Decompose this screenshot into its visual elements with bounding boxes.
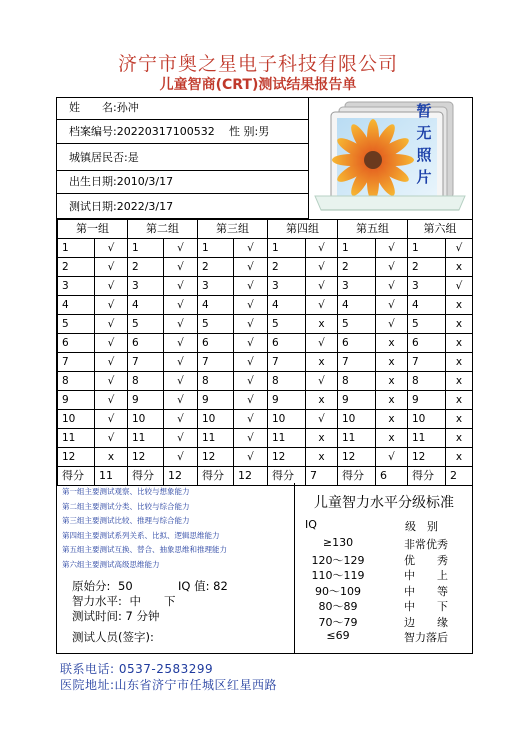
answer-mark: √ xyxy=(164,353,198,372)
item-number: 2 xyxy=(128,258,164,277)
hospital-address xyxy=(60,676,277,693)
item-number: 12 xyxy=(58,448,95,467)
answer-mark: √ xyxy=(376,315,408,334)
answer-mark: x xyxy=(376,334,408,353)
tester-signature xyxy=(72,629,154,645)
answer-mark: x xyxy=(95,448,128,467)
level-value: 中 下 xyxy=(129,594,176,608)
group-score: 7 xyxy=(306,467,338,486)
item-number: 7 xyxy=(128,353,164,372)
answer-mark: x xyxy=(446,372,473,391)
score-label: 得分 xyxy=(198,467,234,486)
group-description: 第四组主要测试系列关系、比拟、逻辑思维能力 xyxy=(62,530,220,540)
answer-mark: x xyxy=(376,372,408,391)
answer-mark: √ xyxy=(376,277,408,296)
item-number: 10 xyxy=(198,410,234,429)
time-value: 7 分钟 xyxy=(125,609,160,623)
answer-mark: x xyxy=(376,410,408,429)
answer-mark: √ xyxy=(306,296,338,315)
standard-range: 80～89 xyxy=(318,600,358,613)
answer-mark: √ xyxy=(234,372,268,391)
table-row xyxy=(58,334,473,353)
item-number: 8 xyxy=(408,372,446,391)
urban-value: 是 xyxy=(127,151,139,164)
table-row xyxy=(58,391,473,410)
item-number: 12 xyxy=(408,448,446,467)
item-number: 6 xyxy=(268,334,306,353)
answer-mark: x xyxy=(446,315,473,334)
gender-value: 男 xyxy=(258,125,270,138)
standard-range: 120～129 xyxy=(311,553,365,567)
answer-mark: √ xyxy=(376,296,408,315)
test-date-row xyxy=(57,195,308,219)
item-number: 7 xyxy=(408,353,446,372)
answer-mark: √ xyxy=(446,239,473,258)
standard-range: 70～79 xyxy=(318,615,358,629)
answer-mark: x xyxy=(376,429,408,448)
table-row xyxy=(58,372,473,391)
raw-value: 50 xyxy=(118,579,133,593)
answer-mark: √ xyxy=(95,334,128,353)
item-number: 10 xyxy=(408,410,446,429)
answer-mark: x xyxy=(446,410,473,429)
table-row xyxy=(58,353,473,372)
answer-mark: √ xyxy=(306,258,338,277)
answer-mark: √ xyxy=(95,296,128,315)
table-header-row xyxy=(58,220,473,239)
table-row xyxy=(58,258,473,277)
iq-field xyxy=(178,578,228,594)
group-header: 第四组 xyxy=(268,220,338,239)
group-description: 第五组主要测试互换、替合、抽象思维和推理能力 xyxy=(62,545,227,555)
answer-mark: √ xyxy=(95,372,128,391)
report-title: 儿童智商(CRT)测试结果报告单 xyxy=(159,77,357,93)
level-label: 智力水平: xyxy=(72,594,122,608)
standard-level: 优 秀 xyxy=(404,553,448,567)
phone-label: 联系电话: xyxy=(60,662,115,676)
answer-mark: x xyxy=(446,296,473,315)
group-header: 第二组 xyxy=(128,220,198,239)
answer-mark: √ xyxy=(164,448,198,467)
birth-value: 2010/3/17 xyxy=(116,175,174,188)
answer-mark: x xyxy=(376,353,408,372)
test-date-label: 测试日期: xyxy=(69,200,117,213)
answer-mark: √ xyxy=(234,239,268,258)
score-label: 得分 xyxy=(58,467,95,486)
contact-phone xyxy=(60,660,213,677)
answer-mark: √ xyxy=(306,410,338,429)
answer-mark: √ xyxy=(376,448,408,467)
standard-iq-head: IQ xyxy=(305,518,317,531)
answer-mark: x xyxy=(306,315,338,334)
group-score: 11 xyxy=(95,467,128,486)
answer-mark: √ xyxy=(234,410,268,429)
item-number: 8 xyxy=(128,372,164,391)
address-value: 山东省济宁市任城区红星西路 xyxy=(114,678,278,692)
score-label: 得分 xyxy=(408,467,446,486)
answer-mark: √ xyxy=(376,258,408,277)
table-row xyxy=(58,239,473,258)
birth-row xyxy=(57,171,308,194)
test-time xyxy=(72,608,160,624)
standard-range: ≤69 xyxy=(326,629,350,642)
answer-mark: √ xyxy=(164,296,198,315)
group-description: 第六组主要测试高级思维能力 xyxy=(62,560,160,569)
score-label: 得分 xyxy=(268,467,306,486)
standard-level-head: 级 别 xyxy=(405,520,438,533)
answer-mark: √ xyxy=(164,258,198,277)
item-number: 2 xyxy=(58,258,95,277)
answer-mark: √ xyxy=(95,391,128,410)
group-description: 第三组主要测试比较、推理与综合能力 xyxy=(62,516,190,526)
item-number: 4 xyxy=(198,296,234,315)
item-number: 8 xyxy=(338,372,376,391)
gender-field xyxy=(229,121,269,143)
answer-mark: √ xyxy=(95,315,128,334)
answer-mark: x xyxy=(446,258,473,277)
answer-mark: √ xyxy=(446,277,473,296)
answer-mark: √ xyxy=(95,429,128,448)
answer-mark: √ xyxy=(234,334,268,353)
answer-mark: √ xyxy=(164,277,198,296)
item-number: 11 xyxy=(58,429,95,448)
answer-mark: x xyxy=(446,334,473,353)
standard-level: 中 下 xyxy=(404,600,448,613)
item-number: 7 xyxy=(198,353,234,372)
item-number: 7 xyxy=(58,353,95,372)
item-number: 2 xyxy=(268,258,306,277)
group-header: 第一组 xyxy=(58,220,128,239)
group-description: 第一组主要测试观察、比较与想象能力 xyxy=(62,487,190,496)
answer-mark: x xyxy=(446,448,473,467)
file-no-value: 20220317100532 xyxy=(116,125,215,138)
item-number: 9 xyxy=(58,391,95,410)
answer-mark: √ xyxy=(234,315,268,334)
answer-mark: x xyxy=(306,448,338,467)
address-label: 医院地址: xyxy=(60,678,115,692)
answer-mark: x xyxy=(376,391,408,410)
item-number: 11 xyxy=(338,429,376,448)
item-number: 7 xyxy=(268,353,306,372)
item-number: 11 xyxy=(128,429,164,448)
birth-label: 出生日期: xyxy=(69,175,117,188)
answer-mark: √ xyxy=(95,353,128,372)
item-number: 3 xyxy=(58,277,95,296)
answer-mark: x xyxy=(446,353,473,372)
item-number: 6 xyxy=(198,334,234,353)
photo-char-2: 无 xyxy=(416,124,432,142)
answer-mark: √ xyxy=(95,258,128,277)
hospital-name: 济宁市奥之星电子科技有限公司 xyxy=(117,53,398,75)
urban-label: 城镇居民否: xyxy=(69,151,128,164)
time-label: 测试时间: xyxy=(72,609,122,623)
standard-level: 中 上 xyxy=(404,569,448,582)
table-row xyxy=(58,315,473,334)
standard-level: 边 缘 xyxy=(404,615,448,629)
item-number: 9 xyxy=(198,391,234,410)
item-number: 1 xyxy=(128,239,164,258)
answer-mark: x xyxy=(306,429,338,448)
item-number: 9 xyxy=(128,391,164,410)
tester-label: 测试人员(签字): xyxy=(72,630,154,644)
iq-label: IQ 值: xyxy=(178,579,210,593)
gender-label: 性 别: xyxy=(229,125,259,138)
standard-level: 非常优秀 xyxy=(404,538,448,551)
answer-mark: √ xyxy=(95,239,128,258)
item-number: 12 xyxy=(268,448,306,467)
item-number: 5 xyxy=(338,315,376,334)
item-number: 2 xyxy=(408,258,446,277)
item-number: 9 xyxy=(408,391,446,410)
table-row xyxy=(58,410,473,429)
standard-level: 中 等 xyxy=(404,584,448,598)
answer-mark: x xyxy=(446,429,473,448)
phone-value: 0537-2583299 xyxy=(118,662,214,676)
item-number: 11 xyxy=(268,429,306,448)
item-number: 5 xyxy=(58,315,95,334)
answer-mark: √ xyxy=(234,277,268,296)
item-number: 9 xyxy=(338,391,376,410)
answer-mark: √ xyxy=(164,239,198,258)
item-number: 3 xyxy=(268,277,306,296)
group-description: 第二组主要测试分类、比较与综合能力 xyxy=(62,501,190,511)
item-number: 6 xyxy=(58,334,95,353)
answer-mark: √ xyxy=(234,296,268,315)
standard-range: 110～119 xyxy=(311,569,365,582)
answer-mark: √ xyxy=(164,334,198,353)
item-number: 8 xyxy=(198,372,234,391)
item-number: 5 xyxy=(408,315,446,334)
name-row xyxy=(57,97,308,120)
photo-char-3: 照 xyxy=(416,146,432,164)
item-number: 1 xyxy=(338,239,376,258)
raw-label: 原始分: xyxy=(72,579,111,593)
item-number: 8 xyxy=(58,372,95,391)
item-number: 10 xyxy=(128,410,164,429)
answer-mark: √ xyxy=(234,258,268,277)
group-header: 第三组 xyxy=(198,220,268,239)
item-number: 2 xyxy=(198,258,234,277)
item-number: 3 xyxy=(338,277,376,296)
item-number: 6 xyxy=(338,334,376,353)
photo-placeholder xyxy=(309,98,472,218)
score-label: 得分 xyxy=(128,467,164,486)
item-number: 10 xyxy=(58,410,95,429)
item-number: 10 xyxy=(268,410,306,429)
item-number: 1 xyxy=(268,239,306,258)
item-number: 4 xyxy=(268,296,306,315)
test-date-value: 2022/3/17 xyxy=(116,200,174,213)
answer-mark: x xyxy=(306,391,338,410)
group-score: 12 xyxy=(164,467,198,486)
table-row xyxy=(58,277,473,296)
answer-mark: √ xyxy=(164,315,198,334)
item-number: 4 xyxy=(408,296,446,315)
answer-mark: √ xyxy=(306,277,338,296)
item-number: 4 xyxy=(58,296,95,315)
item-number: 6 xyxy=(408,334,446,353)
item-number: 3 xyxy=(198,277,234,296)
standard-title: 儿童智力水平分级标准 xyxy=(314,495,454,511)
answer-mark: √ xyxy=(164,410,198,429)
item-number: 12 xyxy=(198,448,234,467)
item-number: 1 xyxy=(58,239,95,258)
item-number: 12 xyxy=(128,448,164,467)
item-number: 11 xyxy=(198,429,234,448)
group-score: 12 xyxy=(234,467,268,486)
urban-row xyxy=(57,145,308,171)
raw-score xyxy=(72,578,228,594)
item-number: 6 xyxy=(128,334,164,353)
answer-mark: √ xyxy=(234,448,268,467)
score-row xyxy=(58,467,473,486)
answer-mark: √ xyxy=(376,239,408,258)
group-score: 6 xyxy=(376,467,408,486)
table-row xyxy=(58,429,473,448)
item-number: 5 xyxy=(268,315,306,334)
table-row xyxy=(58,448,473,467)
answer-mark: √ xyxy=(95,410,128,429)
answer-mark: x xyxy=(446,391,473,410)
item-number: 5 xyxy=(198,315,234,334)
item-number: 11 xyxy=(408,429,446,448)
item-number: 10 xyxy=(338,410,376,429)
answer-mark: √ xyxy=(306,334,338,353)
score-label: 得分 xyxy=(338,467,376,486)
name-label: 姓 名: xyxy=(69,101,117,114)
answer-mark: √ xyxy=(164,391,198,410)
answer-mark: √ xyxy=(306,239,338,258)
answer-mark: √ xyxy=(164,429,198,448)
item-number: 5 xyxy=(128,315,164,334)
results-table xyxy=(57,219,473,486)
answer-mark: √ xyxy=(234,429,268,448)
item-number: 4 xyxy=(128,296,164,315)
answer-mark: √ xyxy=(306,372,338,391)
patient-name: 孙冲 xyxy=(116,101,139,114)
answer-mark: √ xyxy=(164,372,198,391)
group-header: 第五组 xyxy=(338,220,408,239)
group-score: 2 xyxy=(446,467,473,486)
item-number: 1 xyxy=(198,239,234,258)
table-row xyxy=(58,296,473,315)
file-no-label: 档案编号: xyxy=(69,125,117,138)
photo-char-4: 片 xyxy=(416,168,432,186)
item-number: 9 xyxy=(268,391,306,410)
answer-mark: √ xyxy=(95,277,128,296)
iq-value: 82 xyxy=(213,579,228,593)
answer-mark: √ xyxy=(234,353,268,372)
item-number: 8 xyxy=(268,372,306,391)
answer-mark: x xyxy=(306,353,338,372)
standard-range: 90～109 xyxy=(315,584,361,598)
group-header: 第六组 xyxy=(408,220,473,239)
item-number: 2 xyxy=(338,258,376,277)
item-number: 7 xyxy=(338,353,376,372)
photo-frame-icon xyxy=(309,98,472,218)
item-number: 3 xyxy=(128,277,164,296)
answer-mark: √ xyxy=(234,391,268,410)
iq-level xyxy=(72,593,176,609)
photo-char-1: 暂 xyxy=(416,102,432,120)
item-number: 4 xyxy=(338,296,376,315)
standard-range: ≥130 xyxy=(322,536,354,549)
item-number: 12 xyxy=(338,448,376,467)
standard-level: 智力落后 xyxy=(404,631,448,644)
item-number: 3 xyxy=(408,277,446,296)
item-number: 1 xyxy=(408,239,446,258)
file-no-row xyxy=(57,121,308,144)
